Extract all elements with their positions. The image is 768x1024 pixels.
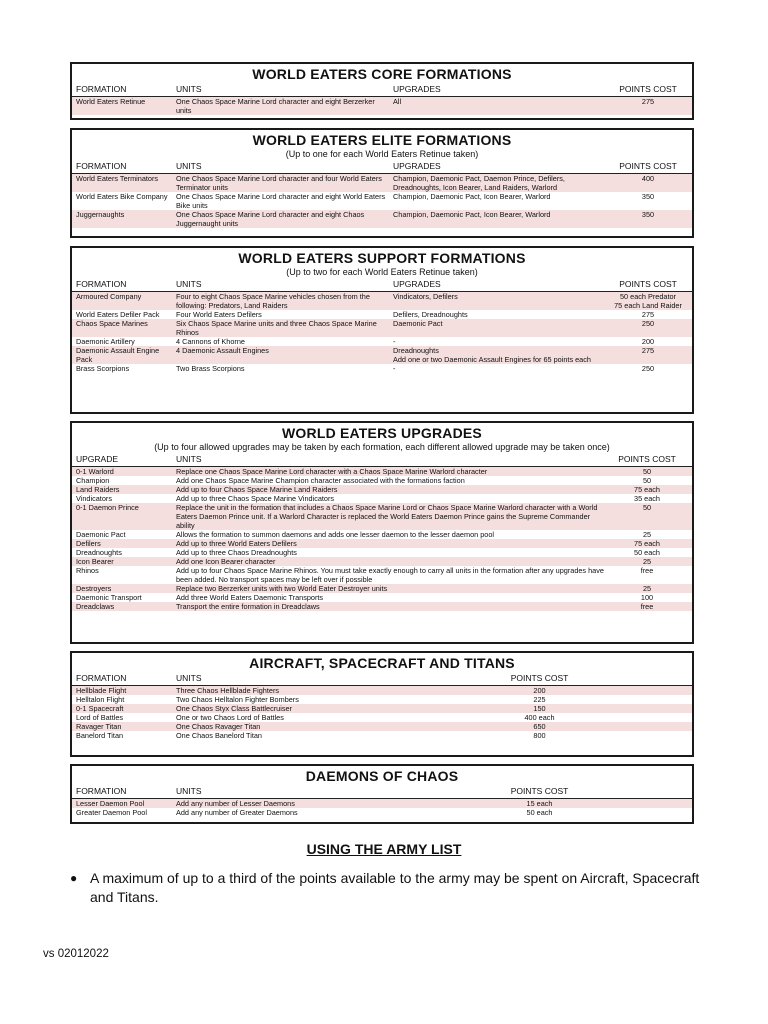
table-cell: Champion [76, 476, 110, 485]
table-cell: 25 [642, 557, 652, 566]
table-cell: One Chaos Space Marine Lord character and eight World Eaters Bike units [176, 192, 386, 210]
table-cell: Four World Eaters Defilers [176, 310, 262, 319]
table-cell: Two Chaos Helltalon Fighter Bombers [176, 695, 299, 704]
table-title: AIRCRAFT, SPACECRAFT AND TITANS [249, 655, 515, 671]
column-header: UNITS [176, 161, 202, 171]
bullet-dot-icon: ● [70, 871, 78, 885]
table-row [72, 210, 692, 228]
table-cell: Add three World Eaters Daemonic Transports [176, 593, 324, 602]
table-row [72, 686, 692, 695]
table-cell: 4 Daemonic Assault Engines [176, 346, 269, 355]
table-cell: One or two Chaos Lord of Battles [176, 713, 284, 722]
table-cell-line: 50 each Predator [620, 292, 676, 301]
table-cell: free [640, 566, 654, 575]
column-header: UPGRADE [76, 454, 119, 464]
column-header: FORMATION [76, 786, 127, 796]
table-cell: - [393, 337, 396, 346]
table-title: WORLD EATERS CORE FORMATIONS [252, 66, 512, 82]
table-cell: Destroyers [76, 584, 112, 593]
table-title: WORLD EATERS SUPPORT FORMATIONS [238, 250, 526, 266]
formation-table [70, 62, 694, 120]
table-cell: World Eaters Terminators [76, 174, 159, 183]
table-cell: 35 each [634, 494, 660, 503]
formation-table [70, 764, 694, 824]
table-cell: 50 [642, 503, 652, 512]
table-cell: 650 [533, 722, 546, 731]
table-row [72, 704, 692, 713]
table-row [72, 530, 692, 539]
table-cell: Ravager Titan [76, 722, 122, 731]
column-header: POINTS COST [510, 673, 569, 683]
column-header: FORMATION [76, 161, 127, 171]
table-cell: Defilers [76, 539, 101, 548]
table-cell: 275 [641, 310, 655, 319]
table-cell: Greater Daemon Pool [76, 808, 147, 817]
table-cell: 25 [642, 584, 652, 593]
table-row [72, 97, 692, 115]
column-header: UNITS [176, 279, 202, 289]
table-cell: Dreadnoughts [76, 548, 122, 557]
table-row [72, 467, 692, 476]
table-cell: Rhinos [76, 566, 99, 575]
table-cell: Helltalon Flight [76, 695, 125, 704]
table-cell: Allows the formation to summon daemons and adds one lesser daemon to the lesser daemon pool [176, 530, 495, 539]
column-header: POINTS COST [619, 84, 677, 94]
table-cell: 15 each [526, 799, 553, 808]
table-row [72, 557, 692, 566]
table-cell: - [393, 364, 396, 373]
table-cell: 400 [641, 174, 655, 183]
table-cell: Dreadclaws [76, 602, 115, 611]
column-header: UPGRADES [393, 279, 441, 289]
table-row [72, 566, 692, 584]
table-cell: Defilers, Dreadnoughts [393, 310, 468, 319]
table-cell: One Chaos Space Marine Lord character and eight Chaos Juggernaught units [176, 210, 365, 228]
table-cell: 4 Cannons of Khorne [176, 337, 245, 346]
table-cell: 350 [641, 192, 655, 201]
table-cell: Daemonic Pact [393, 319, 443, 328]
table-cell: Add up to four Chaos Space Marine Rhinos. You must take exactly enough to carry all units in the formation after any upgrades have been added. No transport spaces may be left over if possible [176, 566, 604, 584]
table-cell: 250 [641, 364, 655, 373]
table-cell: Add up to four Chaos Space Marine Land Raiders [176, 485, 338, 494]
table-cell: Three Chaos Hellblade Fighters [176, 686, 280, 695]
table-cell: Two Brass Scorpions [176, 364, 245, 373]
bullet-text: A maximum of up to a third of the points available to the army may be spent on Aircraft, Spacecraft and Titans. [90, 870, 700, 905]
column-header: UNITS [176, 84, 202, 94]
table-cell: 75 each [634, 539, 660, 548]
table-cell: Vindicators, Defilers [393, 292, 458, 301]
table-cell: Brass Scorpions [76, 364, 130, 373]
table-row [72, 174, 692, 192]
table-cell: Lesser Daemon Pool [76, 799, 145, 808]
table-cell: 50 each [526, 808, 553, 817]
table-cell: Replace the unit in the formation that includes a Chaos Space Marine Lord or Chaos Space Marine Warlord character with a World Eaters Daemon Prince unit. If a Warlord Character is replaced the World Eaters Daemon Prince gains the Supreme Commander ability [176, 503, 598, 530]
table-cell: 25 [642, 530, 652, 539]
table-header-row [72, 278, 692, 292]
table-cell: Armoured Company [76, 292, 142, 301]
column-header: FORMATION [76, 673, 127, 683]
table-title: DAEMONS OF CHAOS [305, 768, 459, 784]
table-row [72, 310, 692, 319]
table-cell: One Chaos Space Marine Lord character and four World Eaters Terminator units [176, 174, 382, 192]
table-header-row [72, 785, 692, 799]
table-row [72, 731, 692, 740]
table-row [72, 713, 692, 722]
table-cell: All [393, 97, 402, 106]
table-cell: Vindicators [76, 494, 112, 503]
table-cell: 100 [640, 593, 654, 602]
column-header: UNITS [176, 454, 202, 464]
table-cell: Add up to three Chaos Space Marine Vindicators [176, 494, 335, 503]
table-cell: Add up to three World Eaters Defilers [176, 539, 297, 548]
table-cell: 50 [642, 476, 652, 485]
formation-table [70, 128, 694, 238]
table-row [72, 695, 692, 704]
table-cell: free [640, 602, 654, 611]
formation-table [70, 651, 694, 757]
table-cell: 75 each [634, 485, 660, 494]
bullet-item [70, 869, 710, 907]
table-cell: Daemonic Artillery [76, 337, 135, 346]
table-cell: Daemonic Pact [76, 530, 126, 539]
formation-table [70, 246, 694, 414]
table-cell: 200 [641, 337, 655, 346]
formation-table [70, 421, 694, 644]
table-cell: Chaos Space Marines [76, 319, 148, 328]
table-cell-line: 75 each Land Raider [614, 301, 682, 310]
table-row [72, 494, 692, 503]
column-header: POINTS COST [618, 454, 676, 464]
table-cell: Six Chaos Space Marine units and three Chaos Space Marine Rhinos [176, 319, 377, 337]
table-cell: World Eaters Defiler Pack [76, 310, 160, 319]
column-header: POINTS COST [619, 161, 677, 171]
table-cell: Champion, Daemonic Pact, Icon Bearer, Warlord [393, 210, 551, 219]
table-row [72, 584, 692, 593]
table-header-row [72, 160, 692, 174]
table-row [72, 808, 692, 817]
table-cell-line: Dreadnoughts [393, 346, 439, 355]
table-cell: 350 [641, 210, 655, 219]
table-cell: 225 [533, 695, 546, 704]
table-cell: 50 [642, 467, 652, 476]
table-cell: 250 [641, 319, 655, 328]
table-row [72, 602, 692, 611]
table-subtitle: (Up to two for each World Eaters Retinue taken) [286, 267, 478, 277]
table-row [72, 539, 692, 548]
table-cell: Daemonic Transport [76, 593, 142, 602]
table-cell: World Eaters Bike Company [76, 192, 168, 201]
table-cell: Lord of Battles [76, 713, 124, 722]
table-cell: Add one Chaos Space Marine Champion character associated with the formations faction [176, 476, 465, 485]
table-subtitle: (Up to one for each World Eaters Retinue taken) [285, 149, 479, 159]
table-cell: Land Raiders [76, 485, 120, 494]
column-header: UPGRADES [393, 161, 441, 171]
table-row [72, 364, 692, 373]
table-cell: Add one Icon Bearer character [176, 557, 276, 566]
table-cell [608, 292, 692, 310]
table-cell: One Chaos Ravager Titan [176, 722, 261, 731]
table-cell: Banelord Titan [76, 731, 124, 740]
column-header: UNITS [176, 673, 202, 683]
table-cell: 50 each [634, 548, 660, 557]
table-row [72, 346, 692, 364]
table-header-row [72, 453, 692, 467]
table-cell: One Chaos Banelord Titan [176, 731, 262, 740]
table-cell: 0-1 Daemon Prince [76, 503, 139, 512]
table-cell: 800 [533, 731, 546, 740]
table-row [72, 799, 692, 808]
table-row [72, 485, 692, 494]
table-cell: Replace one Chaos Space Marine Lord character with a Chaos Space Marine Warlord character [176, 467, 488, 476]
table-cell: 150 [533, 704, 546, 713]
section-heading: USING THE ARMY LIST [306, 841, 462, 857]
table-cell: World Eaters Retinue [76, 97, 146, 106]
table-cell: Add up to three Chaos Dreadnoughts [176, 548, 297, 557]
table-cell: One Chaos Styx Class Battlecruiser [176, 704, 292, 713]
table-cell: Daemonic Assault Engine Pack [76, 346, 160, 364]
column-header: FORMATION [76, 279, 127, 289]
table-row [72, 593, 692, 602]
table-row [72, 337, 692, 346]
table-cell: One Chaos Space Marine Lord character and eight Berzerker units [176, 97, 375, 115]
table-row [72, 722, 692, 731]
table-title: WORLD EATERS UPGRADES [282, 425, 482, 441]
column-header: UPGRADES [393, 84, 441, 94]
table-row [72, 503, 692, 530]
table-cell: 0-1 Warlord [76, 467, 114, 476]
table-row [72, 319, 692, 337]
column-header: POINTS COST [619, 279, 677, 289]
table-title: WORLD EATERS ELITE FORMATIONS [252, 132, 512, 148]
version-footer: vs 02012022 [43, 948, 109, 960]
column-header: POINTS COST [510, 786, 569, 796]
table-row [72, 292, 692, 310]
table-cell: 275 [641, 97, 655, 106]
table-cell: 0-1 Spacecraft [76, 704, 124, 713]
table-row [72, 192, 692, 210]
table-header-row [72, 672, 692, 686]
table-cell: 400 each [524, 713, 555, 722]
table-row [72, 548, 692, 557]
column-header: FORMATION [76, 84, 127, 94]
table-cell: Add any number of Lesser Daemons [176, 799, 295, 808]
table-cell: Replace two Berzerker units with two World Eater Destroyer units [176, 584, 388, 593]
table-subtitle: (Up to four allowed upgrades may be taken by each formation, each different allowed upgrade may be taken once) [154, 442, 610, 452]
table-cell: Icon Bearer [76, 557, 114, 566]
table-cell: Juggernaughts [76, 210, 125, 219]
table-cell: Transport the entire formation in Dreadclaws [176, 602, 320, 611]
column-header: UNITS [176, 786, 202, 796]
table-cell-line: Add one or two Daemonic Assault Engines for 65 points each [393, 355, 591, 364]
table-cell: Four to eight Chaos Space Marine vehicles chosen from the following: Predators, Land Raiders [176, 292, 370, 310]
table-cell: Hellblade Flight [76, 686, 127, 695]
table-cell: Add any number of Greater Daemons [176, 808, 298, 817]
table-cell [391, 346, 608, 364]
table-cell: Champion, Daemonic Pact, Daemon Prince, Defilers, Dreadnoughts, Icon Bearer, Land Raiders, Warlord [393, 174, 565, 192]
table-cell: 200 [533, 686, 546, 695]
table-row [72, 476, 692, 485]
table-cell: Champion, Daemonic Pact, Icon Bearer, Warlord [393, 192, 551, 201]
table-header-row [72, 83, 692, 97]
table-cell: 275 [641, 346, 655, 355]
